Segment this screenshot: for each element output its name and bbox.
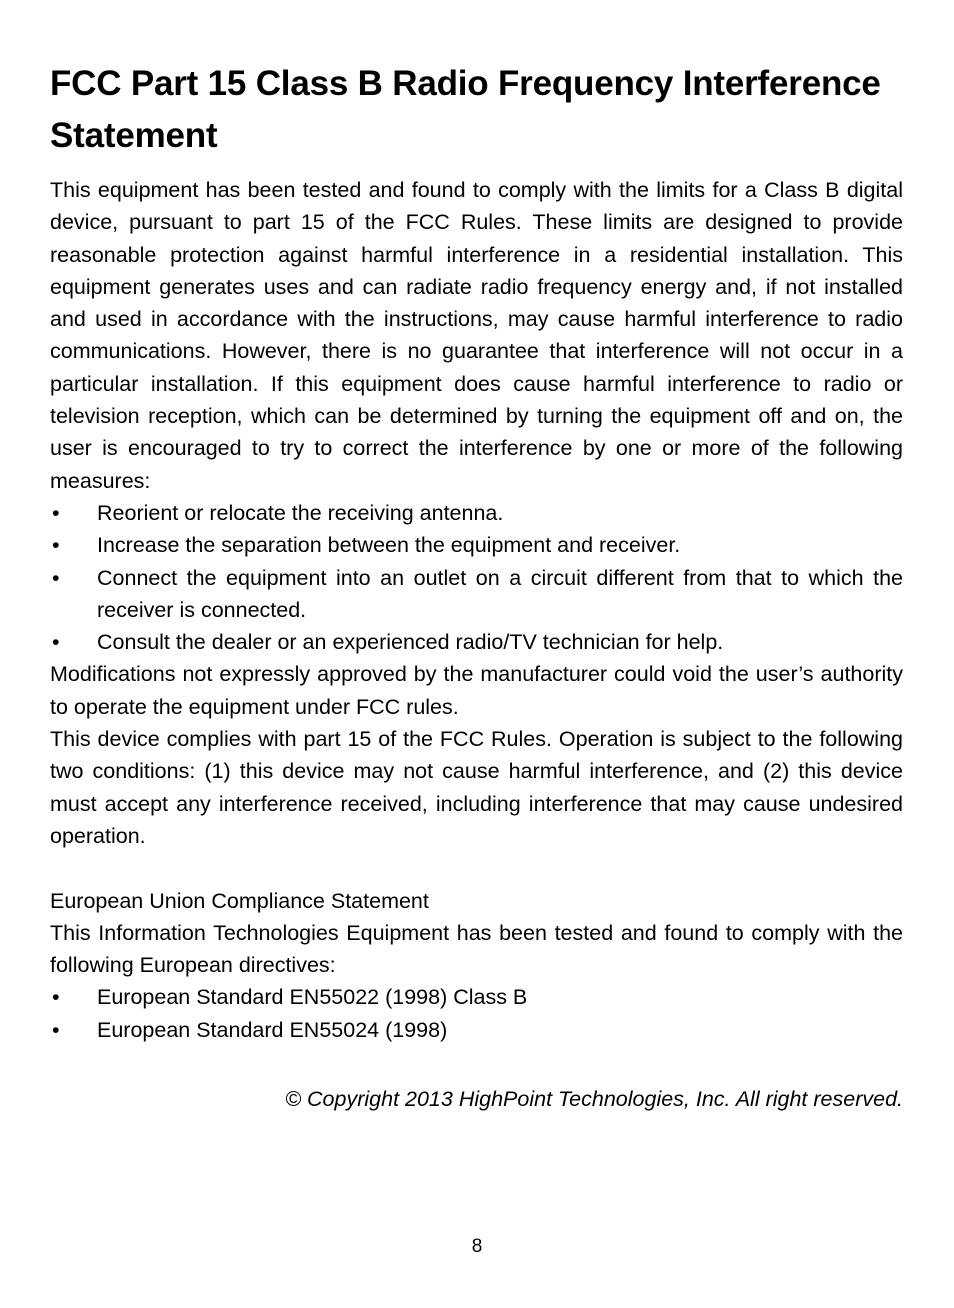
list-item-text: European Standard EN55024 (1998) (97, 1017, 448, 1042)
bullet-icon: • (52, 565, 60, 590)
list-item-text: Increase the separation between the equipment and receiver. (97, 533, 681, 558)
list-item-text: Consult the dealer or an experienced radio/TV technician for help. (97, 630, 724, 655)
bullet-icon: • (52, 1017, 60, 1042)
bullet-icon: • (52, 500, 60, 525)
document-page (50, 58, 903, 1116)
bullet-icon: • (52, 985, 60, 1010)
fcc-measures-list (50, 497, 903, 658)
eu-intro-paragraph: This Information Technologies Equipment has been tested and found to comply with the following European directives: (50, 920, 903, 978)
eu-compliance-heading: European Union Compliance Statement (50, 888, 429, 913)
modifications-paragraph: Modifications not expressly approved by the manufacturer could void the user’s authority to operate the equipment under FCC rules. (50, 662, 903, 719)
bullet-icon: • (52, 630, 60, 655)
copyright-notice: © Copyright 2013 HighPoint Technologies, Inc. All right reserved. (285, 1087, 903, 1112)
list-item (50, 497, 903, 529)
fcc-intro-paragraph: This equipment has been tested and found to comply with the limits for a Class B digital device, pursuant to part 15 of the FCC Rules. These limits are designed to provide reasonable protection against harmful interference in a residential installation. This equipment generates uses and can radiate radio frequency energy and, if not installed and used in accordance with the instructions, may cause harmful interference to radio communications. However, there is no guarantee that interference will not occur in a particular installation. If this equipment does cause harmful interference to radio or television reception, which can be determined by turning the equipment off and on, the user is encouraged to try to correct the interference by one or more of the following measures: (50, 178, 903, 493)
list-item (50, 529, 903, 561)
list-item (50, 562, 903, 627)
list-item (50, 1014, 903, 1046)
page-number: 8 (471, 1236, 483, 1257)
eu-standards-list (50, 981, 903, 1046)
list-item-text: European Standard EN55022 (1998) Class B (97, 985, 528, 1010)
compliance-paragraph: This device complies with part 15 of the FCC Rules. Operation is subject to the following two conditions: (1) this device may not cause harmful interference, and (2) this device must accept any interference received, including interference that may cause undesired operation. (50, 727, 903, 848)
list-item (50, 981, 903, 1013)
list-item (50, 626, 903, 658)
section-spacer (50, 852, 903, 884)
list-item-text: Reorient or relocate the receiving antenna. (97, 500, 504, 525)
page-title: FCC Part 15 Class B Radio Frequency Interference Statement (50, 64, 881, 155)
list-item-text: Connect the equipment into an outlet on a circuit different from that to which the receiver is connected. (97, 565, 903, 622)
section-spacer (50, 1046, 903, 1078)
bullet-icon: • (52, 533, 60, 558)
